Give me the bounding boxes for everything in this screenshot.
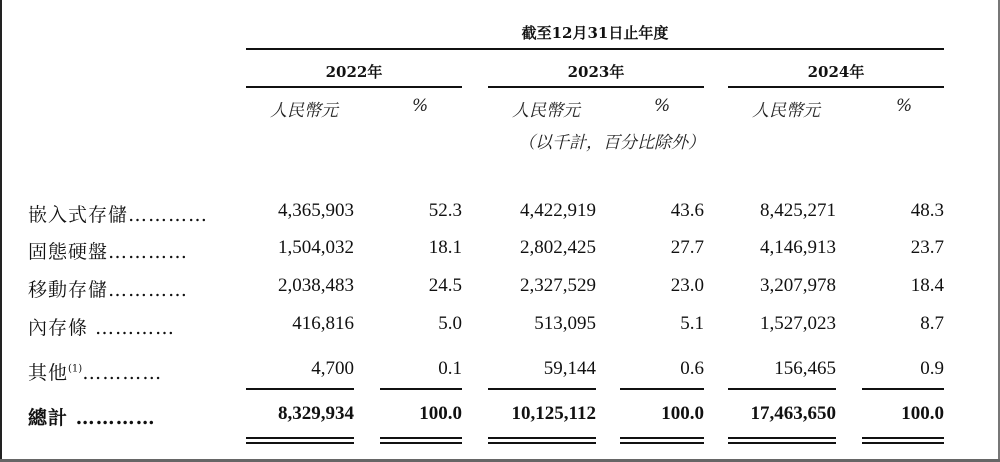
total-label — [28, 403, 156, 430]
total-v2022: 8,329,934 — [278, 403, 354, 424]
leader-dots: ………… — [82, 362, 163, 384]
cell-p2023: 27.7 — [670, 237, 704, 258]
total-double-rule-c1 — [488, 437, 596, 439]
cell-v2022: 4,700 — [311, 358, 354, 379]
row-label-text: 其他 — [28, 362, 69, 384]
cell-v2022: 1,504,032 — [278, 237, 354, 258]
row-label — [28, 358, 162, 385]
leader-dots: ………… — [108, 279, 189, 301]
cell-p2023: 43.6 — [670, 200, 704, 221]
cell-p2022: 5.0 — [438, 313, 462, 334]
cell-p2023: 0.6 — [680, 358, 704, 379]
year-2023: 2023年 — [567, 63, 625, 81]
subtotal-rule-v2022 — [246, 388, 354, 390]
unit-percent-2024: % — [896, 96, 913, 116]
leader-dots: ………… — [128, 204, 209, 226]
cell-v2023: 59,144 — [543, 358, 596, 379]
cell-p2024: 48.3 — [910, 200, 944, 221]
cell-p2022: 0.1 — [438, 358, 462, 379]
period-heading: 截至12月31日止年度 — [521, 24, 669, 42]
leader-dots: ………… — [68, 407, 156, 429]
subtotal-rule-p2024 — [862, 388, 944, 390]
total-double-rule-d2 — [620, 442, 704, 444]
row-label-text: 總計 — [28, 407, 69, 429]
total-p2023: 100.0 — [661, 403, 704, 424]
row-label — [28, 313, 175, 340]
subtotal-rule-p2022 — [380, 388, 462, 390]
row-label-text: 嵌入式存儲 — [28, 204, 129, 226]
row-label-text: 移動存儲 — [28, 279, 109, 301]
cell-p2023: 23.0 — [670, 275, 704, 296]
cell-v2023: 2,802,425 — [520, 237, 596, 258]
total-p2024: 100.0 — [901, 403, 944, 424]
total-double-rule-f2 — [862, 442, 944, 444]
unit-percent-2023: % — [654, 96, 671, 116]
row-label — [28, 275, 188, 302]
total-double-rule-e2 — [728, 442, 836, 444]
leader-dots: ………… — [88, 317, 176, 339]
cell-v2024: 4,146,913 — [760, 237, 836, 258]
total-double-rule-a2 — [246, 442, 354, 444]
row-label-text: 固態硬盤 — [28, 241, 109, 263]
row-label — [28, 237, 188, 264]
subtotal-rule-p2023 — [620, 388, 704, 390]
total-v2024: 17,463,650 — [750, 403, 836, 424]
cell-v2024: 1,527,023 — [760, 313, 836, 334]
footnote-marker: (1) — [68, 363, 83, 375]
cell-v2023: 2,327,529 — [520, 275, 596, 296]
cell-p2022: 18.1 — [428, 237, 462, 258]
total-double-rule-d1 — [620, 437, 704, 439]
row-label — [28, 200, 208, 227]
cell-v2023: 4,422,919 — [520, 200, 596, 221]
total-v2023: 10,125,112 — [511, 403, 596, 424]
cell-v2022: 416,816 — [292, 313, 354, 334]
cell-p2022: 52.3 — [428, 200, 462, 221]
total-double-rule-f1 — [862, 437, 944, 439]
total-double-rule-b1 — [380, 437, 462, 439]
cell-v2022: 4,365,903 — [278, 200, 354, 221]
total-double-rule-b2 — [380, 442, 462, 444]
year-rule-2023 — [488, 86, 704, 88]
unit-note: （以千計，百分比除外） — [518, 133, 705, 153]
year-rule-2022 — [246, 86, 462, 88]
unit-amount-2022: 人民幣元 — [270, 101, 338, 121]
year-rule-2024 — [728, 86, 944, 88]
cell-v2022: 2,038,483 — [278, 275, 354, 296]
cell-p2024: 18.4 — [910, 275, 944, 296]
year-2022: 2022年 — [325, 63, 383, 81]
leader-dots: ………… — [108, 241, 189, 263]
cell-v2024: 3,207,978 — [760, 275, 836, 296]
cell-v2024: 156,465 — [774, 358, 836, 379]
unit-amount-2024: 人民幣元 — [752, 101, 820, 121]
subtotal-rule-v2024 — [728, 388, 836, 390]
cell-v2024: 8,425,271 — [760, 200, 836, 221]
row-label-text: 內存條 — [28, 317, 89, 339]
page-edge-left — [0, 0, 2, 462]
header-rule — [246, 48, 944, 50]
total-double-rule-e1 — [728, 437, 836, 439]
cell-p2022: 24.5 — [428, 275, 462, 296]
total-double-rule-a1 — [246, 437, 354, 439]
unit-percent-2022: % — [412, 96, 429, 116]
cell-v2023: 513,095 — [534, 313, 596, 334]
unit-amount-2023: 人民幣元 — [512, 101, 580, 121]
total-double-rule-c2 — [488, 442, 596, 444]
subtotal-rule-v2023 — [488, 388, 596, 390]
total-p2022: 100.0 — [419, 403, 462, 424]
year-2024: 2024年 — [807, 63, 865, 81]
cell-p2024: 0.9 — [920, 358, 944, 379]
cell-p2024: 23.7 — [910, 237, 944, 258]
cell-p2023: 5.1 — [680, 313, 704, 334]
cell-p2024: 8.7 — [920, 313, 944, 334]
